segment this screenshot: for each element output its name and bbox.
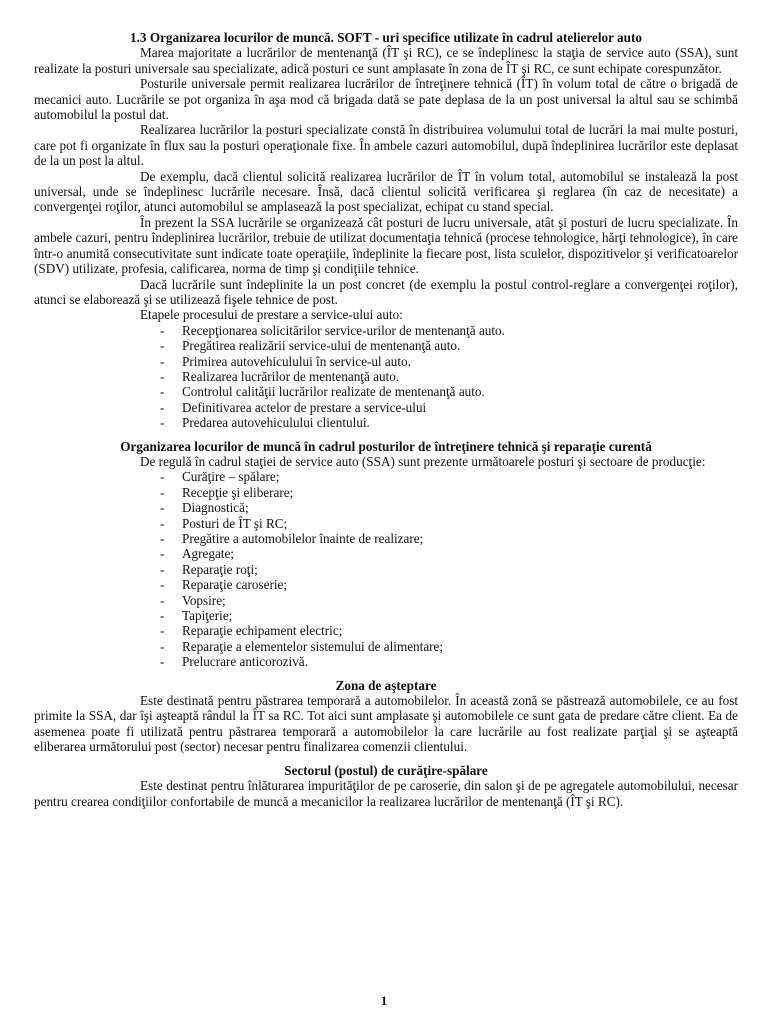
dash-marker: - [160,577,165,593]
list-item [34,500,738,515]
list-item [34,323,738,338]
section-title: 1.3 Organizarea locurilor de muncă. SOFT - uri specifice utilizate în cadrul atelierelor auto [130,30,642,45]
paragraph: De exemplu, dacă clientul solicită realizarea lucrărilor de ÎT în volum total, automobilul se instalează la post universal, unde se îndeplinesc lucrările necesare. Însă, dacă clientul solicită verificarea şi reglarea (în caz de necesitate) a convergenţei roţilor, atunci automobilul se amplasează la post specializat, echipat cu stand special. [34,168,738,215]
list-item [34,562,738,577]
list-item-text: Agregate; [182,546,234,562]
dash-marker: - [160,546,165,562]
section-heading: Sectorul (postul) de curăţire-spălare [284,762,488,778]
dash-marker: - [160,623,165,639]
dash-marker: - [160,322,165,338]
list-item [34,608,738,623]
dash-marker: - [160,500,165,516]
list-item-text: Pregătire a automobilelor înainte de realizare; [182,531,424,546]
list-item-text: Tapiţerie; [182,608,233,624]
list-item-text: Definitivarea actelor de prestare a service-ului [182,399,427,415]
dash-marker: - [160,368,165,384]
dash-marker: - [160,592,165,608]
list-item [34,577,738,592]
list-item-text: Primirea autovehiculului în service-ul auto. [182,353,411,369]
list-item-text: Reparaţie roţi; [182,561,258,577]
list-item [34,623,738,638]
paragraph: În prezent la SSA lucrările se organizează cât posturi de lucru universale, atât şi posturi de lucru specializate. În ambele cazuri, pentru îndeplinirea lucrărilor, trebuie de utilizat documentaţia tehnică (procese tehnologice, hărţi tehnologice), în care într-o anumită consecutivitate sunt indicate toate operaţiile, îndeplinite la fiecare post, lista sculelor, dispozitivelor şi verificatoarelor (SDV) utilizate, profesia, calificarea, norma de timp şi condiţiile tehnice. [34,214,738,277]
paragraph: Este destinat pentru înlăturarea impurităţilor de pe caroserie, din salon şi de pe agregatele automobilului, necesar pentru crearea condiţiilor confortabile de muncă a mecanicilor la realizarea lucrărilor de mentenanţă (ÎT şi RC). [34,778,738,809]
paragraph: Etapele procesului de prestare a service-ului auto: [140,307,403,323]
dash-marker: - [160,638,165,654]
list-item [34,485,738,500]
list-item [34,516,738,531]
list-item [34,531,738,546]
list-item-text: Reparaţie caroserie; [182,577,288,593]
list-item-text: Curăţire – spălare; [182,469,280,485]
dash-marker: - [160,608,165,624]
list-item [34,546,738,561]
dash-marker: - [160,469,165,485]
list-item [34,400,738,415]
service-stages-list [34,323,738,431]
paragraph: Este destinată pentru păstrarea temporară a automobilelor. În această zonă se păstrează automobilele, ce au fost primite la SSA, dar îşi aşteaptă rândul la ÎT sa RC. Tot aici sunt amplasate şi automobilele ce sunt gata de predare către client. Ea de asemenea poate fi utilizată pentru păstrarea temporară a automobilelor la care lucrările au fost realizate parţial şi se aşteaptă eliberarea următorului post (sector) necesar pentru finalizarea comenzii clientului. [34,693,738,755]
dash-marker: - [160,654,165,670]
list-item [34,654,738,669]
page-number: 1 [380,993,388,1008]
list-item [34,469,738,484]
dash-marker: - [160,353,165,369]
list-item [34,384,738,399]
list-item-text: Diagnostică; [182,500,249,516]
list-item-text: Realizarea lucrărilor de mentenanţă auto. [182,368,400,384]
paragraph: De regulă în cadrul staţiei de service auto (SSA) sunt prezente următoarele posturi şi sectoare de producţie: [140,453,706,469]
list-item-text: Reparaţie echipament electric; [182,623,343,639]
list-item-text: Prelucrare anticorozivă. [182,654,308,670]
list-item [34,593,738,608]
dash-marker: - [160,415,165,431]
list-item-text: Recepţie şi eliberare; [182,484,294,500]
list-item [34,369,738,384]
dash-marker: - [160,561,165,577]
dash-marker: - [160,338,165,354]
list-item-text: Pregătirea realizării service-ului de mentenanţă auto. [182,338,461,354]
section-heading: Zona de aşteptare [335,677,437,693]
list-item-text: Predarea autovehiculului clientului. [182,415,370,431]
dash-marker: - [160,484,165,500]
dash-marker: - [160,531,165,546]
dash-marker: - [160,384,165,400]
list-item-text: Controlul calităţii lucrărilor realizate de mentenanţă auto. [182,384,485,400]
list-item-text: Recepţionarea solicitărilor service-urilor de mentenanţă auto. [182,322,505,338]
workstations-list [34,469,738,669]
list-item [34,639,738,654]
paragraph: Posturile universale permit realizarea lucrărilor de întreţinere tehnică (ÎT) în volum total de către o brigadă de mecanici auto. Lucrările se pot organiza în aşa mod că brigada dată se pate deplasa de la un post universal la altul sau se schimbă automobilul la postul dat. [34,76,738,123]
dash-marker: - [160,399,165,415]
dash-marker: - [160,515,165,531]
list-item-text: Vopsire; [182,592,226,608]
list-item [34,354,738,369]
intro-paragraphs [34,45,738,322]
paragraph: Dacă lucrările sunt îndeplinite la un post concret (de exemplu la postul control-reglare a convergenţei roţilor), atunci se elaborează şi se utilizează fişele tehnice de post. [34,276,738,307]
paragraph: Marea majoritate a lucrărilor de mentenanţă (ÎT şi RC), ce se îndeplinesc la staţia de service auto (SSA), sunt realizate la posturi universale sau specializate, adică posturi ce sunt amplasate în zona de ÎT şi RC, ce sunt echipate corespunzător. [34,45,738,76]
list-item-text: Reparaţie a elementelor sistemului de alimentare; [182,638,444,654]
paragraph: Realizarea lucrărilor la posturi specializate constă în distribuirea volumului total de lucrări la mai multe posturi, care pot fi organizate în flux sau la posturi operaţionale fixe. În ambele cazuri automobilul, după îndeplinirea lucrărilor este deplasat de la un post la altul. [34,122,738,169]
list-item [34,415,738,430]
list-item-text: Posturi de ÎT şi RC; [182,515,288,531]
section-heading: Organizarea locurilor de muncă în cadrul posturilor de întreţinere tehnică şi reparaţie curentă [120,438,652,454]
list-item [34,338,738,353]
